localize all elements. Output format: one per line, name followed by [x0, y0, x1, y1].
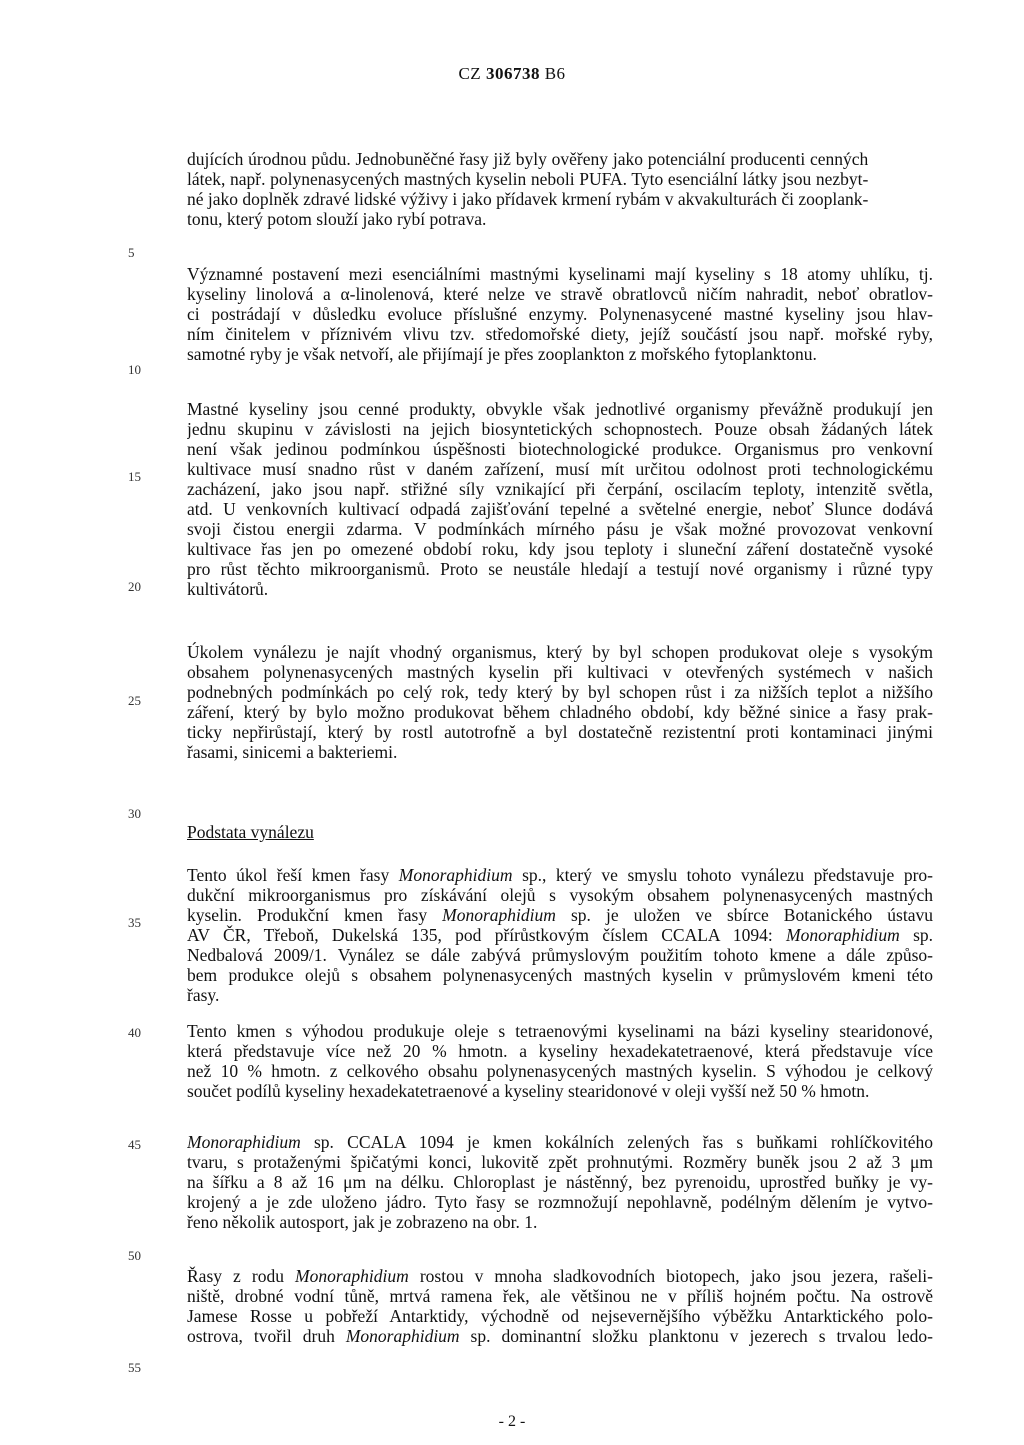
paragraph-2 — [187, 264, 933, 364]
line-number: 50 — [128, 1248, 141, 1263]
paragraph-7 — [187, 1132, 933, 1232]
text-line: ostrova, tvořil druh Monoraphidium sp. dominantní složku planktonu v jezerech s trvalou ledo- — [187, 1326, 933, 1346]
line-number: 25 — [128, 693, 141, 708]
text-line: tonu, který potom slouží jako rybí potrava. — [187, 209, 487, 229]
text-line: než 10 % hmotn. z celkového obsahu polynenasycených mastných kyselin. S výhodou je celkový — [187, 1061, 933, 1081]
text-line: pro růst těchto mikroorganismů. Proto se neustále hledají a testují nové organismy i různé typy — [187, 559, 933, 579]
paragraph-8 — [187, 1266, 933, 1346]
text-line: řasami, sinicemi a bakteriemi. — [187, 742, 398, 762]
line-number: 55 — [128, 1360, 141, 1375]
text-line: kultivátorů. — [187, 579, 269, 599]
line-number: 5 — [128, 245, 135, 260]
genus-name: Monoraphidium — [786, 925, 900, 945]
text-line: dujících úrodnou půdu. Jednobuněčné řasy již byly ověřeny jako potenciální producenti cenných — [187, 149, 869, 169]
text-line: tvaru, s protaženými špičatými konci, lukovitě zpět prohnutými. Rozměry buněk jsou 2 až 3 μm — [187, 1152, 933, 1172]
patent-header — [0, 64, 1024, 84]
text-line: kultivace řas jen po omezené období roku, kdy jsou teploty i sluneční záření dostatečně vysoké — [187, 539, 933, 559]
text-line: podnebných podmínkách po celý rok, tedy který by byl schopen růst i za nižších teplot a nižšího — [187, 682, 933, 702]
text-line: která představuje více než 20 % hmotn. a kyseliny hexadekatetraenové, která představuje více — [187, 1041, 933, 1061]
text-line: svoji čistou energii zdarma. V podmínkách mírného pásu je však možné provozovat venkovní — [187, 519, 933, 539]
text-line: dukční mikroorganismus pro získávání olejů s vysokým obsahem polynenasycených mastných — [187, 885, 933, 905]
line-number: 35 — [128, 915, 141, 930]
text-line: Významné postavení mezi esenciálními mastnými kyselinami mají kyseliny s 18 atomy uhlíku, tj. — [187, 264, 933, 284]
text-line: záření, který by bylo možno produkovat během chladného období, kdy běžné sinice a řasy prak- — [187, 702, 933, 722]
line-number: 40 — [128, 1025, 141, 1040]
genus-name: Monoraphidium — [295, 1266, 409, 1286]
text-line: né jako doplněk zdravé lidské výživy i jako přídavek krmení rybám v akvakulturách či zooplank- — [187, 189, 869, 209]
text-line: Úkolem vynálezu je najít vhodný organismus, který by byl schopen produkovat oleje s vysokým — [187, 642, 933, 662]
text-line: bem produkce olejů s obsahem polynenasycených mastných kyselin v průmyslovém kmeni této — [187, 965, 933, 985]
text-line: krojený a je zde uloženo jádro. Tyto řasy se rozmnožují nepohlavně, podélným dělením je vytvo- — [187, 1192, 933, 1212]
text-line: Monoraphidium sp. CCALA 1094 je kmen kokálních zelených řas s buňkami rohlíčkovitého — [187, 1132, 933, 1152]
text-line: kultivace musí snadno růst v daném zařízení, musí mít určitou odolnost proti technologickému — [187, 459, 933, 479]
text-line: Tento kmen s výhodou produkuje oleje s tetraenovými kyselinami na bázi kyseliny stearidonové, — [187, 1021, 933, 1041]
page-number: - 2 - — [498, 1413, 526, 1430]
header-number: 306738 — [485, 64, 540, 83]
line-number: 10 — [128, 362, 141, 377]
text-line: Tento úkol řeší kmen řasy Monoraphidium sp., který ve smyslu tohoto vynálezu představuje pro- — [187, 865, 933, 885]
line-number: 15 — [128, 469, 141, 484]
text-line: součet podílů kyseliny hexadekatetraenové a kyseliny stearidonové v oleji vyšší než 50 % hmotn. — [187, 1081, 870, 1101]
genus-name: Monoraphidium — [187, 1132, 301, 1152]
paragraph-4 — [187, 642, 933, 762]
text-line: ním činitelem v příznivém vlivu tzv. středomořské diety, jejíž součástí jsou např. mořské ryby, — [187, 324, 933, 344]
text-line: není však jedinou podmínkou úspěšnosti biotechnologické produkce. Organismus pro venkovní — [187, 439, 933, 459]
text-line: látek, např. polynenasycených mastných kyselin neboli PUFA. Tyto esenciální látky jsou nezbyt- — [187, 169, 869, 189]
text-line: na šířku a 8 až 16 μm na délku. Chloroplast je nástěnný, bez pyrenoidu, uprostřed buňky je vy- — [187, 1172, 933, 1192]
paragraph-3 — [187, 399, 933, 599]
text-line: řeno několik autosport, jak je zobrazeno na obr. 1. — [187, 1212, 538, 1232]
text-line: ci postrádají v důsledku evoluce příslušné enzymy. Polynenasycené mastné kyseliny jsou hlav- — [187, 304, 933, 324]
text-line: obsahem polynenasycených mastných kyselin při kultivaci v otevřených systémech v našich — [187, 662, 933, 682]
line-number: 30 — [128, 806, 141, 821]
text-line: Mastné kyseliny jsou cenné produkty, obvykle však jednotlivé organismy převážně produkují jen — [187, 399, 933, 419]
text-line: ticky nepřirůstají, který by rostl autotrofně a byl dostatečně rezistentní proti kontaminaci jinými — [187, 722, 933, 742]
text-line: Jamese Rosse u pobřeží Antarktidy, východně od nejsevernějšího výběžku Antarktického polo- — [187, 1306, 933, 1326]
line-number: 45 — [128, 1137, 141, 1152]
text-line: Řasy z rodu Monoraphidium rostou v mnoha sladkovodních biotopech, jako jsou jezera, rašeli- — [187, 1266, 933, 1286]
genus-name: Monoraphidium — [442, 905, 556, 925]
line-number: 20 — [128, 579, 141, 594]
text-line: kyselin. Produkční kmen řasy Monoraphidium sp. je uložen ve sbírce Botanického ústavu — [187, 905, 933, 925]
header-suffix: B6 — [544, 64, 566, 83]
header-prefix: CZ — [458, 64, 482, 83]
paragraph-6 — [187, 1021, 933, 1101]
genus-name: Monoraphidium — [345, 1326, 460, 1346]
text-line: řasy. — [187, 985, 220, 1005]
genus-name: Monoraphidium — [398, 865, 513, 885]
text-line: samotné ryby je však netvoří, ale přijímají je přes zooplankton z mořského fytoplanktonu. — [187, 344, 817, 364]
text-line: jednu skupinu v závislosti na jejich biosyntetických schopnostech. Pouze obsah žádaných látek — [187, 419, 933, 439]
text-line: Nedbalová 2009/1. Vynález se dále zabývá průmyslovým použitím tohoto kmene a dále způso- — [187, 945, 933, 965]
text-line: kyseliny linolová a α-linolenová, které nelze ve stravě obratlovců ničím nahradit, neboť obratlov- — [187, 284, 933, 304]
heading-text: Podstata vynálezu — [187, 822, 314, 842]
paragraph-5 — [187, 865, 933, 1005]
paragraph-1 — [187, 149, 868, 229]
text-line: zacházení, jako jsou např. střižné síly vznikající při čerpání, oscilacím teploty, intenzitě světla, — [187, 479, 933, 499]
text-line: AV ČR, Třeboň, Dukelská 135, pod přírůstkovým číslem CCALA 1094: Monoraphidium sp. — [187, 925, 933, 945]
text-line: atd. U venkovních kultivací odpadá zajišťování tepelné a světelné energie, neboť Slunce dodává — [187, 499, 933, 519]
section-heading — [187, 822, 314, 842]
text-line: niště, drobné vodní tůně, mrtvá ramena řek, ale většinou ne v příliš hojném počtu. Na ostrově — [187, 1286, 933, 1306]
